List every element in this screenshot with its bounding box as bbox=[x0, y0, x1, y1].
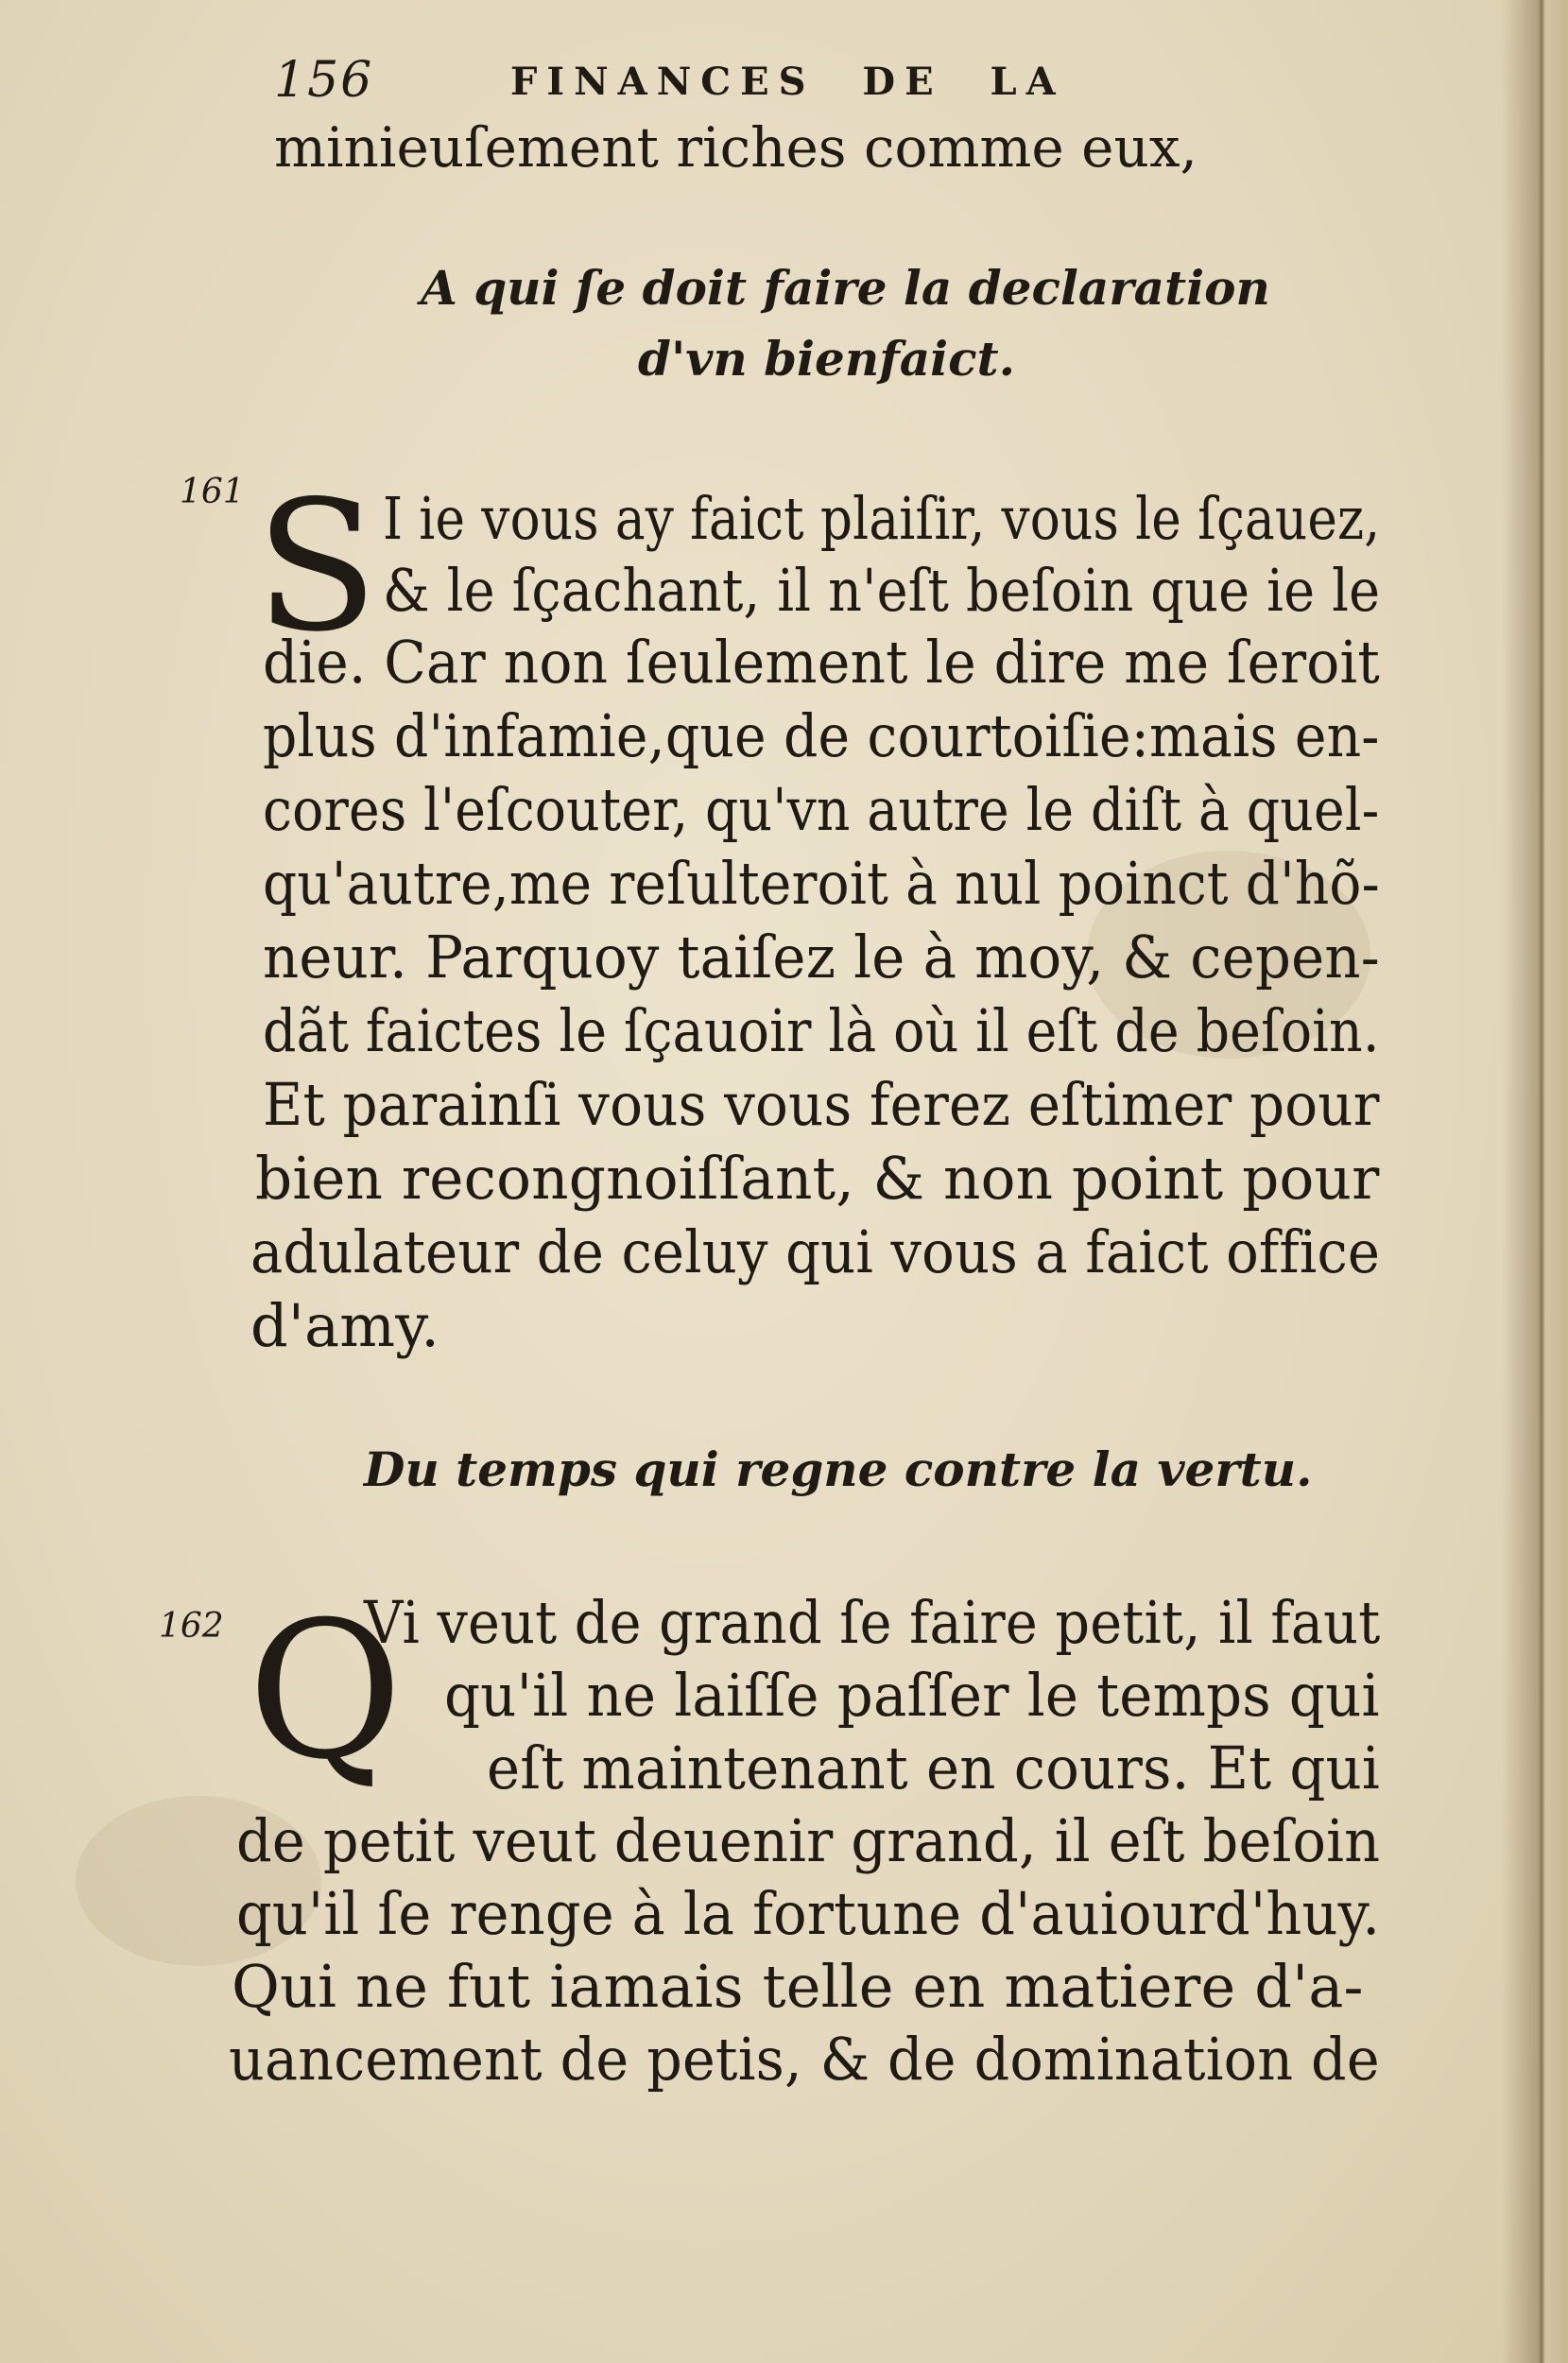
carry-over-line: minieuſement riches comme eux, bbox=[274, 115, 1198, 180]
drop-cap-s: S bbox=[255, 462, 379, 671]
section-heading-162: Du temps qui regne contre la vertu. bbox=[364, 1441, 1313, 1497]
drop-cap-q: Q bbox=[248, 1581, 403, 1802]
paragraph-line: eſt maintenant en cours. Et qui bbox=[487, 1733, 1381, 1802]
running-head bbox=[274, 52, 1219, 118]
paragraph-line: de petit veut deuenir grand, il eſt beſoin bbox=[236, 1806, 1381, 1875]
paragraph-line: I ie vous ay faict plaiſir, vous le ſçauez, bbox=[383, 484, 1381, 553]
paragraph-line: Et parainſi vous vous ferez eſtimer pour bbox=[263, 1070, 1380, 1139]
paragraph-line: adulateur de celuy qui vous a faict office bbox=[250, 1217, 1381, 1286]
paragraph-line: & le ſçachant, il n'eſt beſoin que ie le bbox=[383, 556, 1381, 625]
paragraph-line: cores l'eſcouter, qu'vn autre le diſt à quel- bbox=[263, 775, 1380, 844]
paragraph-line: Qui ne fut iamais telle en matiere d'a- bbox=[232, 1952, 1364, 2021]
page-number: 156 bbox=[274, 52, 374, 109]
article-number-162: 162 bbox=[159, 1607, 224, 1646]
paragraph-line: qu'il ſe renge à la fortune d'auiourd'huy. bbox=[236, 1879, 1381, 1948]
section-heading-161-line1: A qui ſe doit faire la declaration bbox=[421, 260, 1270, 316]
paragraph-line: plus d'infamie,que de courtoiſie:mais en- bbox=[263, 701, 1380, 770]
paragraph-line: dãt faictes le ſçauoir là où il eſt de beſoin. bbox=[263, 996, 1380, 1065]
running-title: FINANCES DE LA bbox=[510, 60, 1065, 104]
paragraph-line: qu'autre,me reſulteroit à nul poinct d'hõ- bbox=[263, 849, 1380, 918]
paragraph-line: neur. Parquoy taiſez le à moy, & cepen- bbox=[263, 923, 1380, 992]
paragraph-line: Vi veut de grand ſe faire petit, il faut bbox=[364, 1588, 1381, 1657]
paragraph-line: uancement de petis, & de domination de bbox=[229, 2025, 1380, 2094]
paragraph-line: qu'il ne laiſſe paſſer le temps qui bbox=[444, 1661, 1380, 1730]
page-gutter bbox=[1502, 0, 1568, 2363]
paragraph-line: d'amy. bbox=[250, 1291, 440, 1360]
paragraph-line: die. Car non ſeulement le dire me ſeroit bbox=[263, 628, 1380, 697]
section-heading-161-line2: d'vn bienfaict. bbox=[638, 331, 1016, 387]
article-number-161: 161 bbox=[180, 473, 245, 511]
paragraph-line: bien recongnoiſſant, & non point pour bbox=[255, 1144, 1380, 1213]
